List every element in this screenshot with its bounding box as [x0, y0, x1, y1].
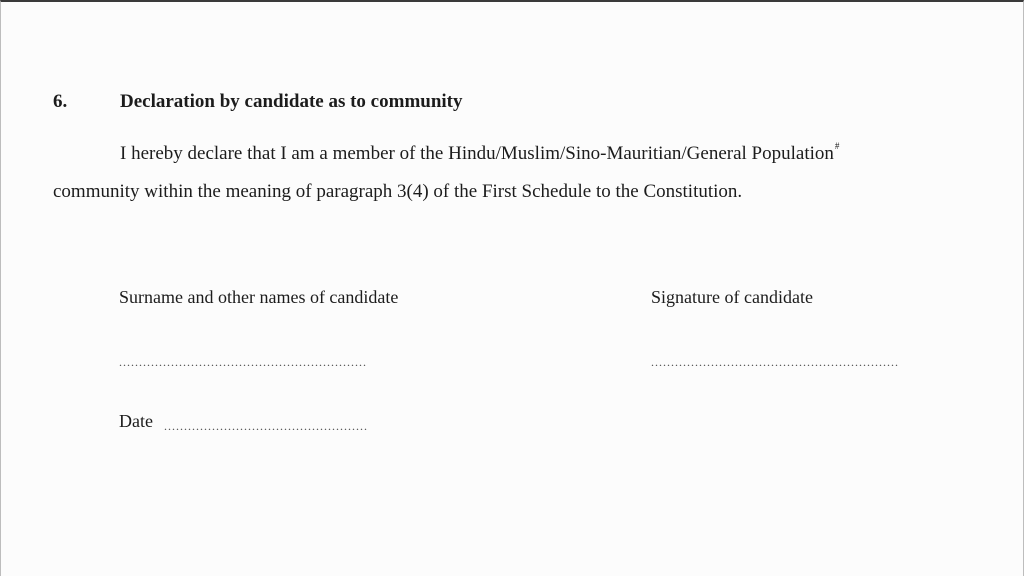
section-heading: Declaration by candidate as to community	[120, 91, 463, 112]
candidate-signature-label: Signature of candidate	[651, 287, 813, 307]
declaration-line-2: community within the meaning of paragraph 3(4) of the First Schedule to the Constitution.	[53, 181, 743, 202]
footnote-mark: #	[834, 141, 840, 151]
date-label: Date	[119, 411, 153, 431]
candidate-name-label: Surname and other names of candidate	[119, 287, 399, 307]
declaration-line-1	[120, 143, 839, 165]
section-number: 6.	[53, 91, 68, 112]
candidate-name-field[interactable]: ..............................................................	[119, 355, 367, 369]
candidate-signature-field[interactable]: ..............................................................	[651, 355, 899, 369]
date-field[interactable]: ...................................................	[164, 419, 368, 433]
declaration-text-1: I hereby declare that I am a member of the Hindu/Muslim/Sino-Mauritian/General Population	[120, 143, 834, 164]
